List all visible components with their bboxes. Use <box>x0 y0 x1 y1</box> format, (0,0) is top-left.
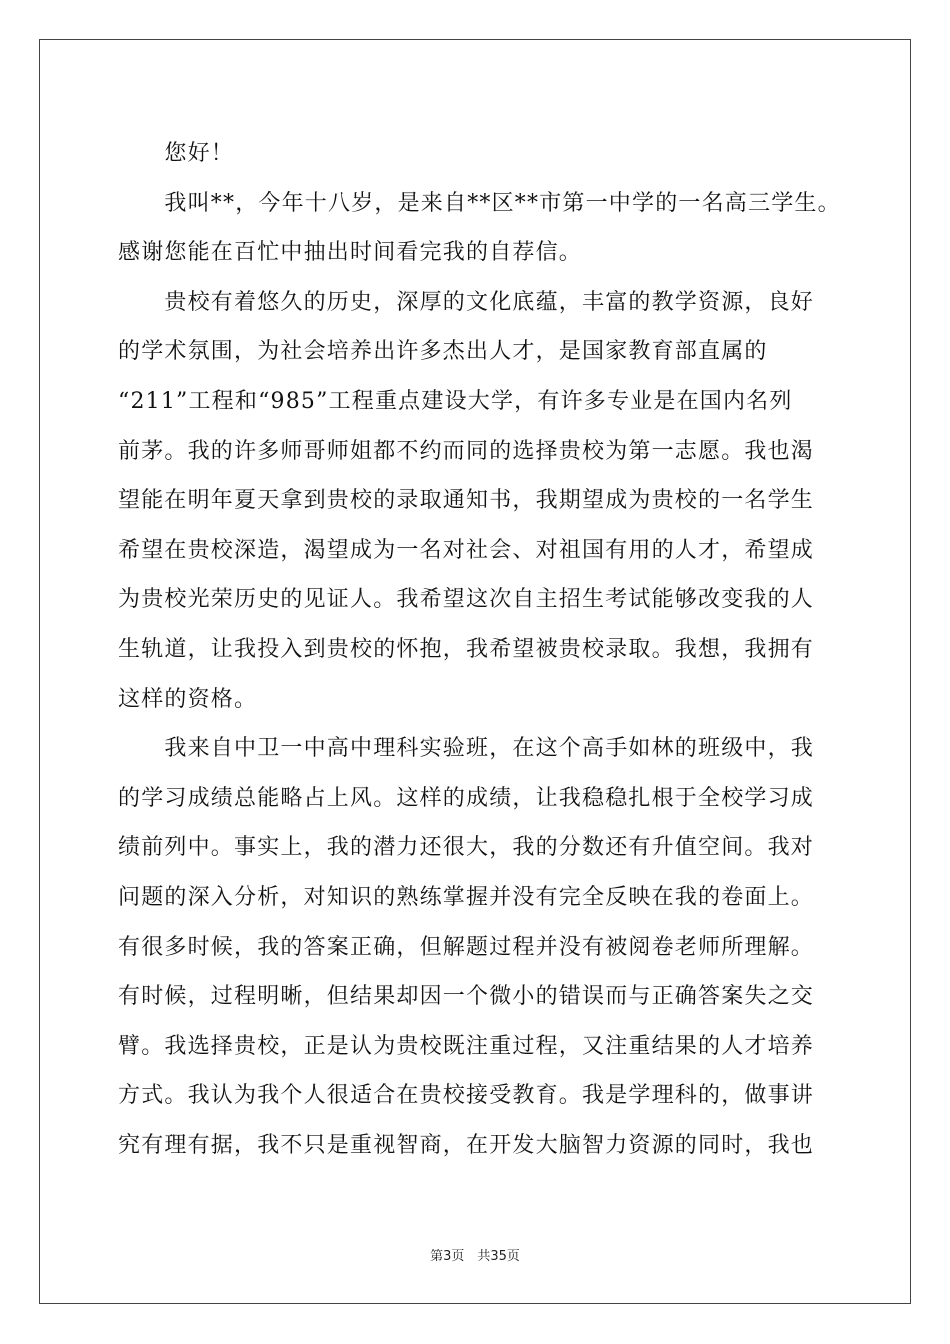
text-line: 前茅。我的许多师哥师姐都不约而同的选择贵校为第一志愿。我也渴 <box>118 438 815 464</box>
text-line: 的学习成绩总能略占上风。这样的成绩，让我稳稳扎根于全校学习成 <box>118 785 815 811</box>
text-line: 究有理有据，我不只是重视智商，在开发大脑智力资源的同时，我也 <box>118 1132 815 1158</box>
text-line: 希望在贵校深造，渴望成为一名对社会、对祖国有用的人才，希望成 <box>118 537 815 563</box>
text-line: 有时候，过程明晰，但结果却因一个微小的错误而与正确答案失之交 <box>118 984 815 1010</box>
document-body <box>118 129 841 1170</box>
text-line: 我叫**，今年十八岁，是来自**区**市第一中学的一名高三学生。 <box>118 190 841 216</box>
text-line: “211”工程和“985”工程重点建设大学，有许多专业是在国内名列 <box>118 388 793 414</box>
text-line: 方式。我认为我个人很适合在贵校接受教育。我是学理科的，做事讲 <box>118 1083 815 1109</box>
text-line: 贵校有着悠久的历史，深厚的文化底蕴，丰富的教学资源，良好 <box>118 289 815 315</box>
text-line: 问题的深入分析，对知识的熟练掌握并没有完全反映在我的卷面上。 <box>118 884 815 910</box>
text-line: 有很多时候，我的答案正确，但解题过程并没有被阅卷老师所理解。 <box>118 934 815 960</box>
text-line: 这样的资格。 <box>118 686 258 712</box>
text-line: 生轨道，让我投入到贵校的怀抱，我希望被贵校录取。我想，我拥有 <box>118 636 815 662</box>
text-line: 您好！ <box>118 141 235 166</box>
page-number-footer: 第3页 共35页 <box>430 1249 520 1264</box>
text-line: 臂。我选择贵校，正是认为贵校既注重过程，又注重结果的人才培养 <box>118 1033 815 1059</box>
text-line: 的学术氛围，为社会培养出许多杰出人才，是国家教育部直属的 <box>118 339 768 365</box>
text-line: 为贵校光荣历史的见证人。我希望这次自主招生考试能够改变我的人 <box>118 587 815 613</box>
text-line: 绩前列中。事实上，我的潜力还很大，我的分数还有升值空间。我对 <box>118 835 815 861</box>
text-line: 望能在明年夏天拿到贵校的录取通知书，我期望成为贵校的一名学生 <box>118 488 815 514</box>
text-line: 我来自中卫一中高中理科实验班，在这个高手如林的班级中，我 <box>118 736 815 762</box>
text-line: 感谢您能在百忙中抽出时间看完我的自荐信。 <box>118 240 583 266</box>
